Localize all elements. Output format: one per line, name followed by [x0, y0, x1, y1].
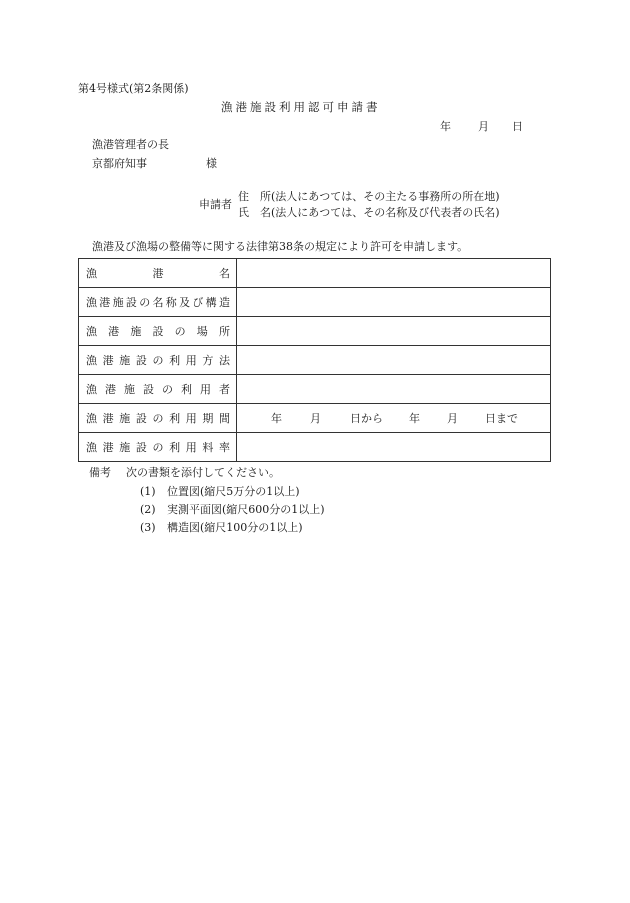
label-char: の [152, 412, 164, 425]
label-char: 港 [108, 325, 120, 338]
label-char: 及 [179, 296, 191, 309]
label-char: 漁 [86, 441, 97, 454]
label-char: 方 [202, 354, 214, 367]
remark-item-3-text: 構造図(縮尺100分の1以上) [167, 521, 303, 534]
value-user[interactable] [237, 375, 551, 404]
row-label-usage-method [86, 352, 230, 368]
row-label-cell [79, 433, 237, 462]
applicant-name [238, 206, 500, 220]
label-char: 港 [99, 296, 111, 309]
label-char: 漁 [86, 267, 97, 280]
period-line [237, 410, 550, 426]
label-char: 漁 [86, 383, 97, 396]
label-char: 港 [102, 412, 114, 425]
application-statement: 漁港及び漁場の整備等に関する法律第38条の規定により許可を申請します。 [92, 240, 469, 253]
applicant-label: 申請者 [199, 198, 232, 211]
label-char: 設 [135, 412, 147, 425]
row-label-cell [79, 288, 237, 317]
label-char: 施 [124, 383, 135, 396]
label-char: 名 [219, 267, 230, 280]
address-label: 住 所 [238, 190, 271, 203]
period-year-to: 年 [409, 412, 420, 425]
period-year-from: 年 [271, 412, 282, 425]
label-char: 名 [152, 296, 164, 309]
remark-item-1-num: (1) [140, 485, 156, 498]
table-row [79, 404, 551, 433]
date-year: 年 [440, 120, 451, 133]
label-char: 施 [130, 325, 142, 338]
remarks-label: 備考 [89, 466, 111, 479]
addressee-line1: 漁港管理者の長 [92, 138, 169, 151]
label-char: の [162, 383, 173, 396]
label-char: 施 [112, 296, 124, 309]
form-number: 第4号様式(第2条関係) [78, 82, 189, 95]
period-day-to: 日まで [485, 412, 518, 425]
label-char: 造 [218, 296, 230, 309]
remarks-intro: 次の書類を添付してください。 [126, 466, 280, 479]
remark-item-2-num: (2) [140, 503, 156, 516]
label-char: 称 [165, 296, 177, 309]
label-char: 施 [119, 441, 131, 454]
label-char: 法 [219, 354, 230, 367]
remark-item-2-text: 実測平面図(縮尺600分の1以上) [167, 503, 325, 516]
label-char: 設 [135, 354, 147, 367]
label-char: 用 [185, 441, 197, 454]
label-char: 間 [219, 412, 230, 425]
value-usage-method[interactable] [237, 346, 551, 375]
label-char: 港 [105, 383, 116, 396]
row-label-usage-period [86, 410, 230, 426]
label-char: 料 [202, 441, 214, 454]
name-label: 氏 名 [238, 206, 271, 219]
label-char: 漁 [86, 412, 97, 425]
label-char: 施 [119, 354, 131, 367]
label-char: 用 [200, 383, 211, 396]
label-char: 港 [102, 354, 114, 367]
value-usage-fee-rate[interactable] [237, 433, 551, 462]
table-row [79, 317, 551, 346]
applicant-address [238, 190, 500, 204]
name-note: (法人にあつては、その名称及び代表者の氏名) [271, 206, 500, 219]
label-char: 利 [169, 441, 181, 454]
label-char: 漁 [86, 354, 97, 367]
row-label-cell [79, 404, 237, 433]
row-label-cell [79, 317, 237, 346]
table-row [79, 433, 551, 462]
table-row [79, 288, 551, 317]
remark-item-3-num: (3) [140, 521, 156, 534]
value-facility-name-structure[interactable] [237, 288, 551, 317]
value-fishing-port-name[interactable] [237, 259, 551, 288]
address-note: (法人にあつては、その主たる事務所の所在地) [271, 190, 500, 203]
label-char: び [192, 296, 204, 309]
label-char: 設 [125, 296, 137, 309]
label-char: 利 [169, 354, 181, 367]
label-char: の [152, 354, 164, 367]
label-char: 港 [102, 441, 114, 454]
application-table [78, 258, 551, 462]
row-label-fishing-port-name [86, 265, 230, 281]
label-char: の [139, 296, 151, 309]
label-char: 漁 [86, 296, 97, 309]
label-char: 場 [196, 325, 208, 338]
label-char: 率 [219, 441, 230, 454]
period-month-from: 月 [310, 412, 321, 425]
addressee-line2: 京都府知事 [92, 157, 147, 170]
label-char: 設 [152, 325, 164, 338]
date-day: 日 [512, 120, 523, 133]
label-char: 者 [219, 383, 230, 396]
row-label-facility-name-structure [86, 294, 230, 310]
label-char: の [152, 441, 164, 454]
value-facility-location[interactable] [237, 317, 551, 346]
row-label-facility-location [86, 323, 230, 339]
table-row [79, 259, 551, 288]
period-month-to: 月 [447, 412, 458, 425]
label-char: 港 [152, 267, 164, 280]
label-char: 構 [205, 296, 217, 309]
form-title: 漁港施設利用認可申請書 [221, 100, 381, 114]
row-label-cell [79, 346, 237, 375]
addressee-honorific: 様 [206, 157, 217, 170]
row-label-cell [79, 375, 237, 404]
label-char: 設 [143, 383, 154, 396]
label-char: 用 [185, 354, 197, 367]
label-char: 期 [202, 412, 214, 425]
row-label-cell [79, 259, 237, 288]
period-day-from: 日から [350, 412, 383, 425]
label-char: 用 [185, 412, 197, 425]
label-char: 施 [119, 412, 131, 425]
label-char: 設 [135, 441, 147, 454]
label-char: 利 [169, 412, 181, 425]
table-row [79, 375, 551, 404]
label-char: 漁 [86, 325, 97, 338]
label-char: 所 [218, 325, 230, 338]
label-char: の [174, 325, 186, 338]
table-row [79, 346, 551, 375]
date-month: 月 [478, 120, 489, 133]
value-usage-period[interactable] [237, 404, 551, 433]
row-label-usage-fee-rate [86, 439, 230, 455]
label-char: 利 [181, 383, 192, 396]
remark-item-1-text: 位置図(縮尺5万分の1以上) [167, 485, 300, 498]
row-label-user [86, 381, 230, 397]
